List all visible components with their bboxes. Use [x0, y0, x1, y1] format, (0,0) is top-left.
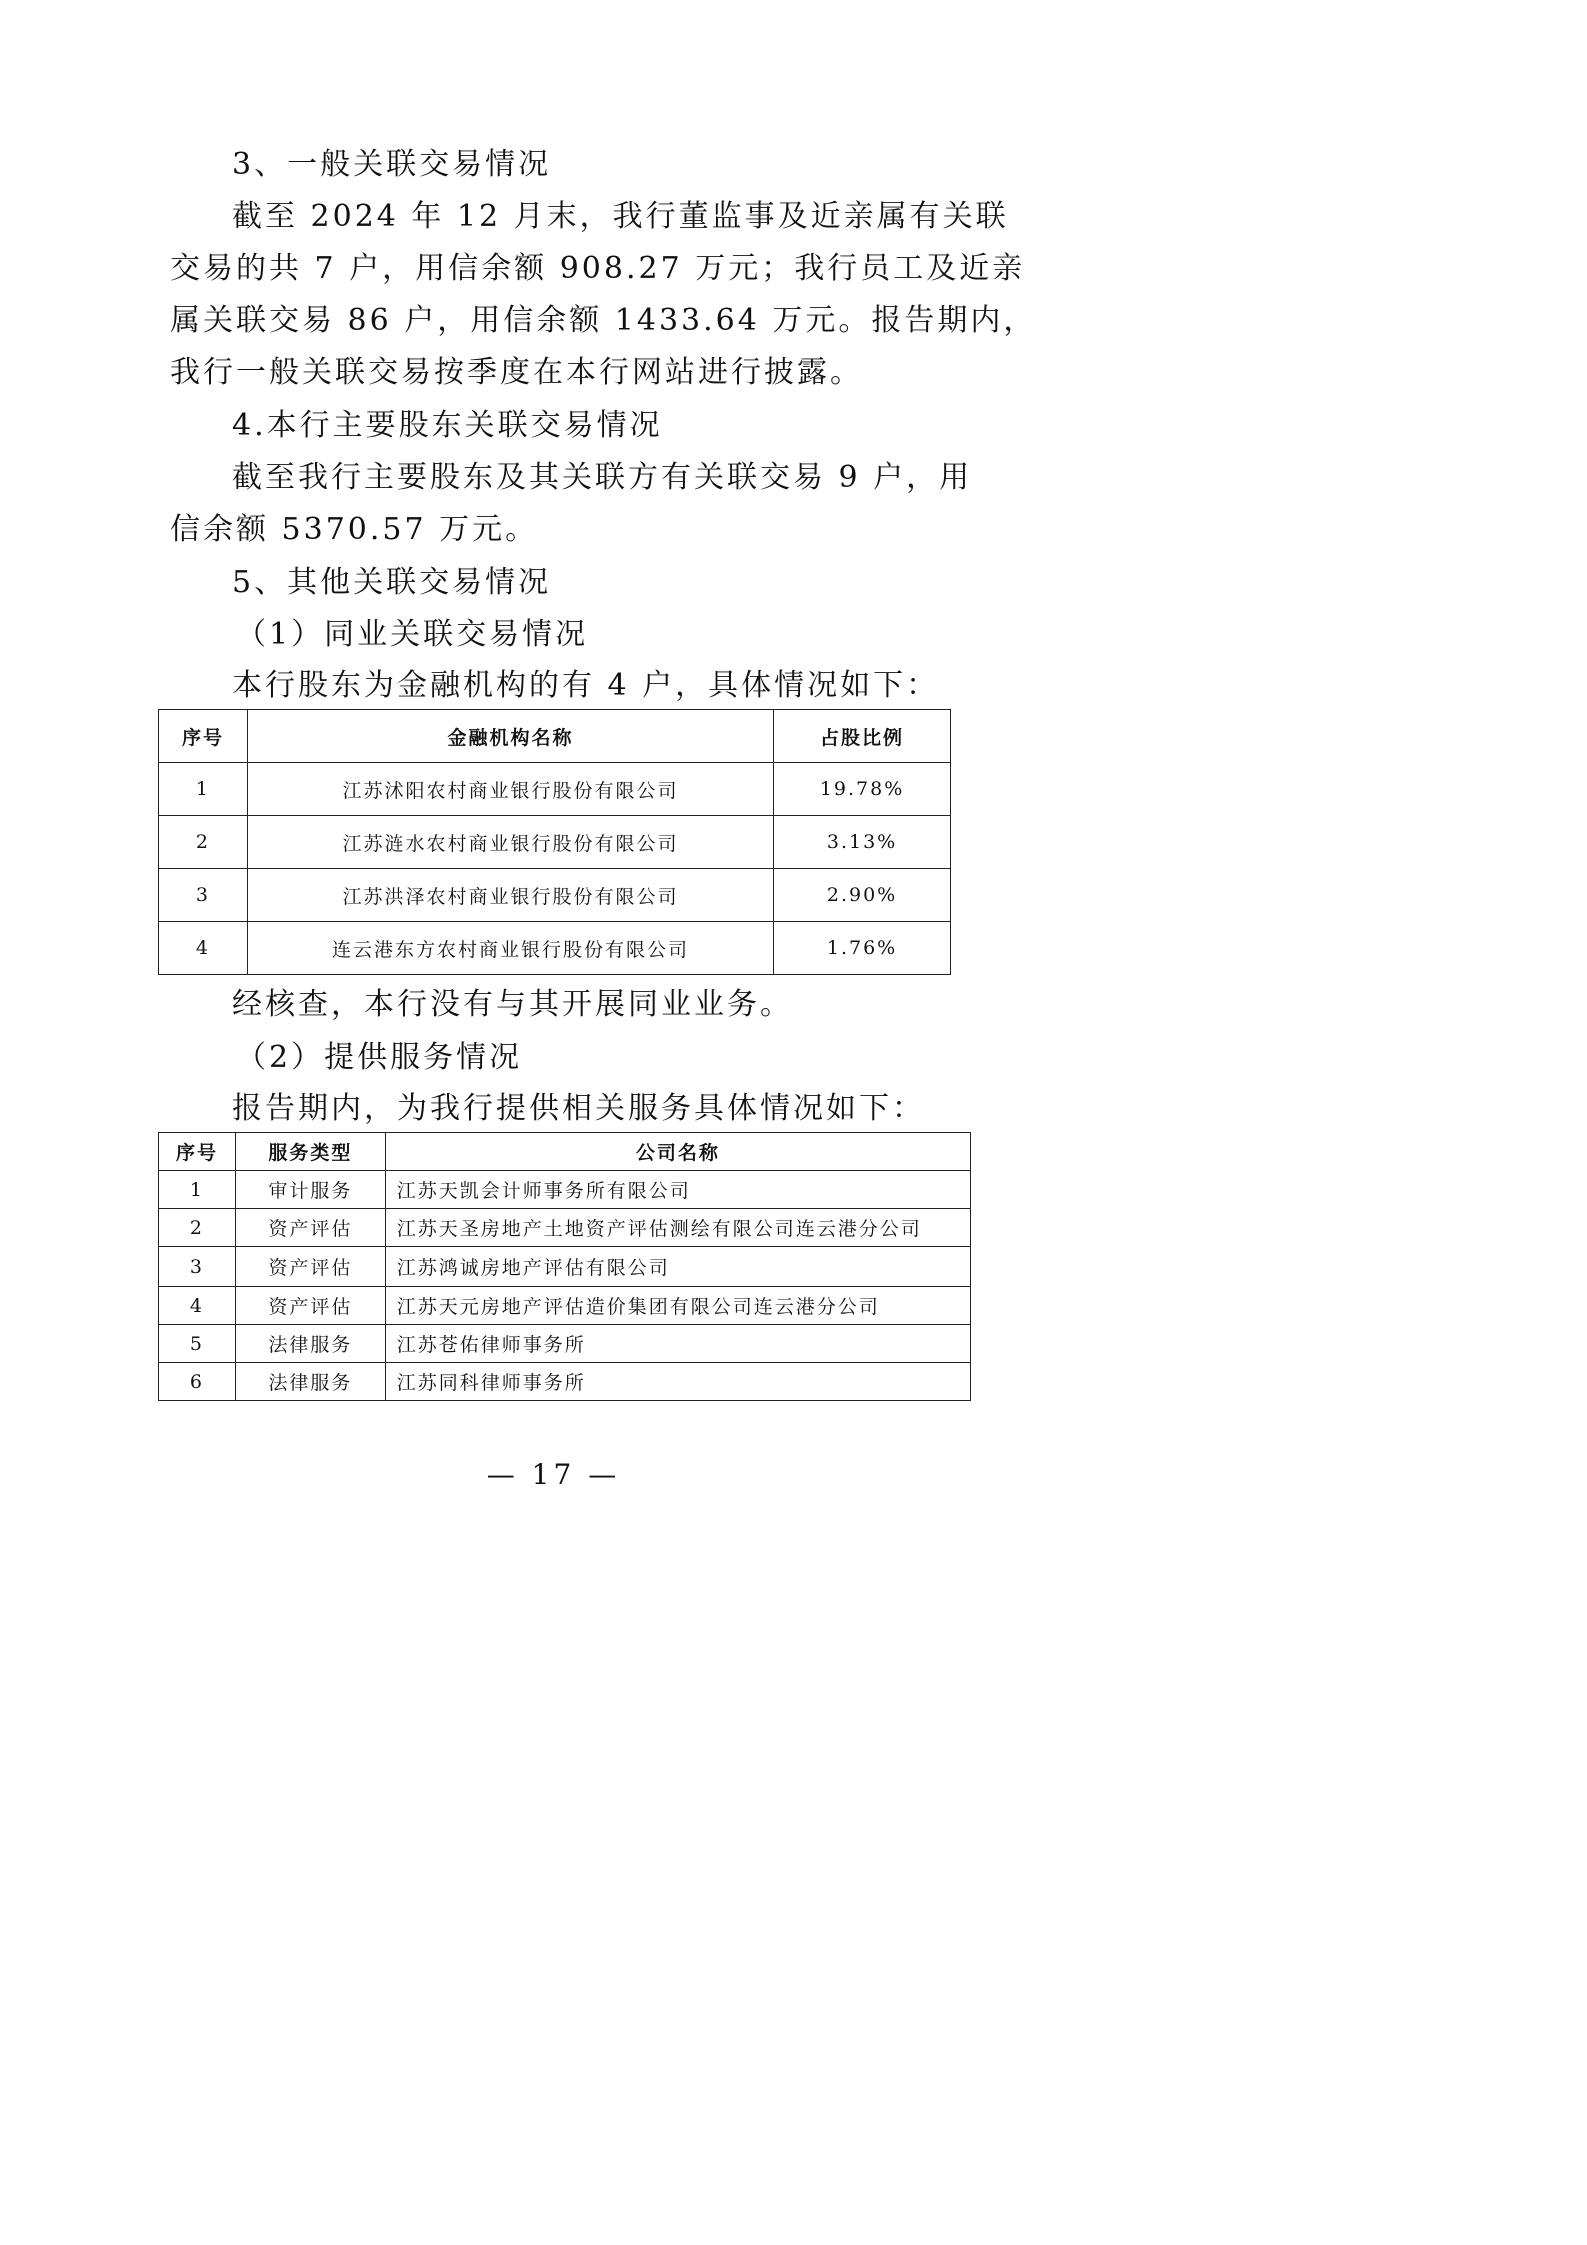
- table-row: [159, 816, 951, 869]
- paragraph-line: 截至我行主要股东及其关联方有关联交易 9 户，用: [232, 460, 973, 495]
- heading-4: 4.本行主要股东关联交易情况: [232, 408, 663, 443]
- cell-service-type: 资产评估: [235, 1209, 385, 1247]
- table-row: [159, 1287, 971, 1325]
- cell-index: 1: [159, 1171, 236, 1209]
- paragraph-line: 我行一般关联交易按季度在本行网站进行披露。: [170, 355, 863, 390]
- col-header-company: 公司名称: [385, 1133, 970, 1171]
- col-header-institution: 金融机构名称: [247, 710, 773, 763]
- cell-service-type: 资产评估: [235, 1287, 385, 1325]
- cell-share-ratio: 19.78%: [774, 763, 951, 816]
- cell-institution: 江苏沭阳农村商业银行股份有限公司: [247, 763, 773, 816]
- cell-index: 3: [159, 869, 248, 922]
- cell-company: 江苏天凯会计师事务所有限公司: [385, 1171, 970, 1209]
- interbank-conclusion: 经核查，本行没有与其开展同业业务。: [232, 987, 793, 1022]
- paragraph-line: 交易的共 7 户，用信余额 908.27 万元；我行员工及近亲: [170, 251, 1026, 286]
- paragraph-line: 属关联交易 86 户，用信余额 1433.64 万元。报告期内，: [170, 303, 1037, 338]
- paragraph-line: 截至 2024 年 12 月末，我行董监事及近亲属有关联: [232, 199, 1009, 234]
- cell-index: 6: [159, 1363, 236, 1401]
- cell-index: 2: [159, 816, 248, 869]
- cell-company: 江苏苍佑律师事务所: [385, 1325, 970, 1363]
- cell-index: 2: [159, 1209, 236, 1247]
- subheading-interbank: （1）同业关联交易情况: [236, 617, 589, 652]
- table2-intro: 报告期内，为我行提供相关服务具体情况如下：: [232, 1091, 925, 1126]
- col-header-index: 序号: [159, 710, 248, 763]
- table-header-row: [159, 710, 951, 763]
- table1-intro: 本行股东为金融机构的有 4 户，具体情况如下：: [232, 668, 940, 703]
- page-number: — 17 —: [486, 1458, 621, 1491]
- col-header-share-ratio: 占股比例: [774, 710, 951, 763]
- cell-index: 3: [159, 1247, 236, 1287]
- cell-share-ratio: 2.90%: [774, 869, 951, 922]
- col-header-service-type: 服务类型: [235, 1133, 385, 1171]
- table-row: [159, 922, 951, 975]
- cell-company: 江苏鸿诚房地产评估有限公司: [385, 1247, 970, 1287]
- paragraph-line: 信余额 5370.57 万元。: [170, 512, 539, 547]
- table-row: [159, 763, 951, 816]
- cell-company: 江苏天元房地产评估造价集团有限公司连云港分公司: [385, 1287, 970, 1325]
- table-header-row: [159, 1133, 971, 1171]
- cell-institution: 连云港东方农村商业银行股份有限公司: [247, 922, 773, 975]
- cell-service-type: 法律服务: [235, 1363, 385, 1401]
- service-provider-table: [158, 1132, 971, 1401]
- heading-5: 5、其他关联交易情况: [232, 565, 552, 600]
- cell-service-type: 资产评估: [235, 1247, 385, 1287]
- col-header-index: 序号: [159, 1133, 236, 1171]
- table-row: [159, 1247, 971, 1287]
- cell-index: 4: [159, 1287, 236, 1325]
- table-row: [159, 1363, 971, 1401]
- table-row: [159, 1171, 971, 1209]
- cell-institution: 江苏涟水农村商业银行股份有限公司: [247, 816, 773, 869]
- table-row: [159, 869, 951, 922]
- cell-index: 5: [159, 1325, 236, 1363]
- cell-service-type: 审计服务: [235, 1171, 385, 1209]
- cell-service-type: 法律服务: [235, 1325, 385, 1363]
- table-row: [159, 1209, 971, 1247]
- cell-index: 4: [159, 922, 248, 975]
- cell-institution: 江苏洪泽农村商业银行股份有限公司: [247, 869, 773, 922]
- cell-company: 江苏同科律师事务所: [385, 1363, 970, 1401]
- cell-share-ratio: 1.76%: [774, 922, 951, 975]
- heading-3: 3、一般关联交易情况: [232, 147, 552, 182]
- subheading-services: （2）提供服务情况: [236, 1040, 523, 1075]
- shareholder-table: [158, 709, 951, 975]
- cell-share-ratio: 3.13%: [774, 816, 951, 869]
- table-row: [159, 1325, 971, 1363]
- cell-company: 江苏天圣房地产土地资产评估测绘有限公司连云港分公司: [385, 1209, 970, 1247]
- cell-index: 1: [159, 763, 248, 816]
